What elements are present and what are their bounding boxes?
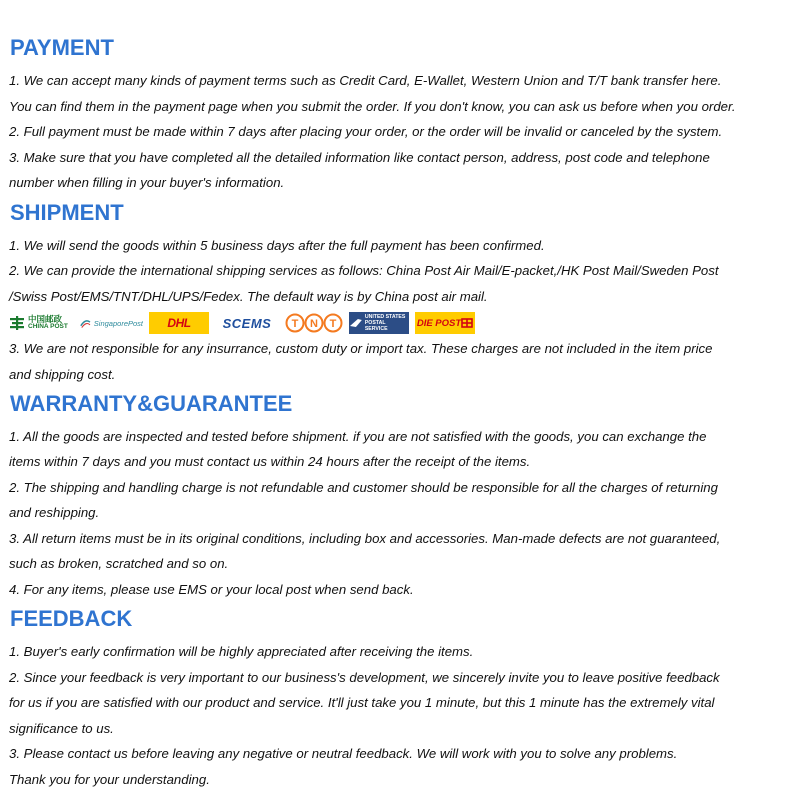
feedback-line: 1. Buyer's early confirmation will be highly appreciated after receiving the items. <box>9 644 474 659</box>
warranty-line: 1. All the goods are inspected and tested before shipment. if you are not satisfied with the goods, you can exchange the <box>9 429 707 444</box>
shipment-heading: SHIPMENT <box>10 200 124 225</box>
deutsche-post-horn-icon <box>461 316 473 330</box>
usps-text-2: POSTAL SERVICE <box>364 320 388 332</box>
payment-line: 2. Full payment must be made within 7 days after placing your order, or the order will be invalid or canceled by the system. <box>9 124 723 139</box>
warranty-line: 4. For any items, please use EMS or your local post when send back. <box>9 582 414 597</box>
deutsche-post-logo <box>415 312 475 334</box>
svg-text:T: T <box>329 318 337 330</box>
payment-line: 3. Make sure that you have completed all the detailed information like contact person, address, post code and telephone <box>9 150 710 165</box>
warranty-line: such as broken, scratched and so on. <box>9 556 229 571</box>
shipment-line: 3. We are not responsible for any insurrance, custom duty or import tax. These charges are not included in the item price <box>9 341 713 356</box>
payment-line: 1. We can accept many kinds of payment terms such as Credit Card, E-Wallet, Western Union and T/T bank transfer here. <box>9 73 722 88</box>
singapore-post-text: SingaporePost <box>93 318 143 328</box>
dhl-logo <box>149 312 209 334</box>
china-post-icon <box>9 315 25 331</box>
feedback-line: for us if you are satisfied with our product and service. It'll just take you 1 minute, but this 1 minute has the extremely vital <box>9 695 715 710</box>
warranty-line: 3. All return items must be in its original conditions, including box and accessories. Man-made defects are not guaranteed, <box>9 531 721 546</box>
shipment-line: 2. We can provide the international shipping services as follows: China Post Air Mail/E-packet,/HK Post Mail/Sweden Post <box>9 263 719 278</box>
warranty-line: 2. The shipping and handling charge is not refundable and customer should be responsible for all the charges of returning <box>9 480 718 495</box>
china-post-cn: 中国邮政 <box>28 314 63 324</box>
shipment-line: 1. We will send the goods within 5 business days after the full payment has been confirmed. <box>9 238 545 253</box>
feedback-line: significance to us. <box>9 721 114 736</box>
shipment-line: and shipping cost. <box>9 367 116 382</box>
usps-logo <box>349 312 409 334</box>
tnt-logo <box>285 312 343 334</box>
usps-text-1: UNITED STATES <box>364 314 406 320</box>
deutsche-post-text: DIE POST <box>416 317 462 329</box>
payment-line: You can find them in the payment page when you submit the order. If you don't know, you can ask us before when you order. <box>9 99 736 114</box>
shipment-line: /Swiss Post/EMS/TNT/DHL/UPS/Fedex. The default way is by China post air mail. <box>9 289 488 304</box>
usps-eagle-icon <box>349 316 363 330</box>
ems-text: SCEMS <box>222 315 272 331</box>
payment-heading: PAYMENT <box>10 35 114 60</box>
payment-line: number when filling in your buyer's information. <box>9 175 285 190</box>
feedback-heading: FEEDBACK <box>10 606 133 631</box>
tnt-icon <box>285 313 343 333</box>
svg-text:N: N <box>310 318 318 330</box>
carrier-logos <box>9 310 489 336</box>
singapore-post-logo <box>79 312 143 334</box>
ems-logo <box>215 312 279 334</box>
singapore-post-icon <box>79 316 92 330</box>
dhl-text: DHL <box>167 316 191 330</box>
feedback-line: Thank you for your understanding. <box>9 772 210 787</box>
china-post-en: CHINA POST <box>28 323 68 330</box>
warranty-line: and reshipping. <box>9 505 100 520</box>
feedback-line: 2. Since your feedback is very important to our business's development, we sincerely invite you to leave positive feedback <box>9 670 720 685</box>
warranty-heading: WARRANTY&GUARANTEE <box>10 391 293 416</box>
china-post-logo <box>9 312 73 334</box>
svg-text:T: T <box>291 318 299 330</box>
feedback-line: 3. Please contact us before leaving any negative or neutral feedback. We will work with you to solve any problems. <box>9 746 678 761</box>
warranty-line: items within 7 days and you must contact us within 24 hours after the receipt of the items. <box>9 454 531 469</box>
